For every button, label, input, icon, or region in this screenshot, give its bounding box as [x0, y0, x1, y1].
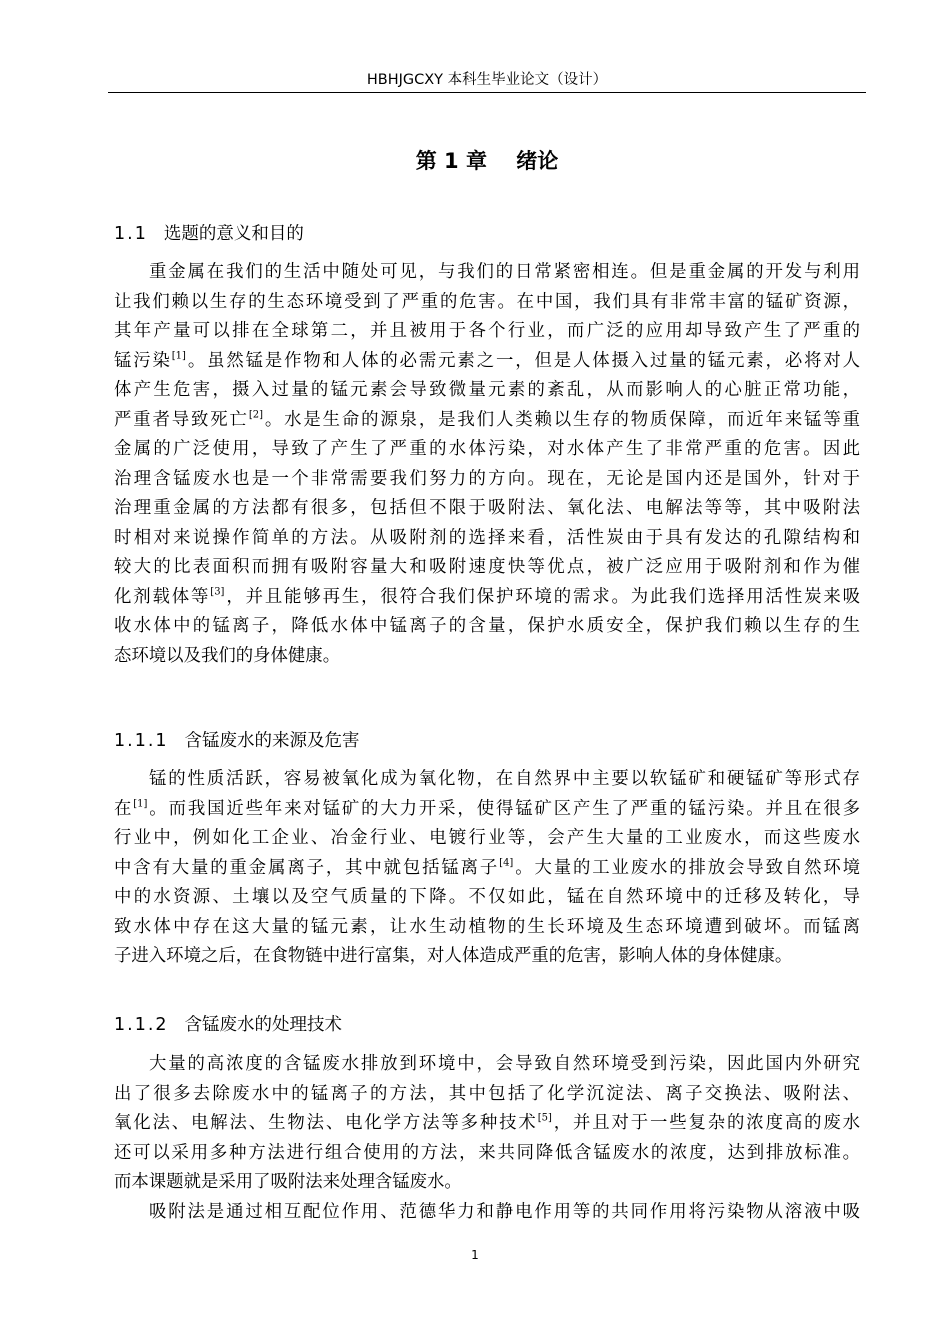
paragraph-line: 金属的广泛使用，导致了产生了严重的水体污染，对水体产生了非常严重的危害。因此: [114, 439, 860, 459]
section-number: 1.1: [114, 224, 148, 244]
paragraph-line: 锰的性质活跃，容易被氧化成为氧化物，在自然界中主要以软锰矿和硬锰矿等形式存: [149, 769, 860, 789]
paragraph-line: 态环境以及我们的身体健康。: [114, 645, 341, 666]
paragraph-line: 治理重金属的方法都有很多，包括但不限于吸附法、氧化法、电解法等等，其中吸附法: [114, 498, 860, 518]
paragraph-line: 体产生危害，摄入过量的锰元素会导致微量元素的紊乱，从而影响人的心脏正常功能，: [114, 380, 860, 400]
paragraph-line: 行业中，例如化工企业、冶金行业、电镀行业等，会产生大量的工业废水，而这些废水: [114, 828, 860, 848]
header-rule: [108, 92, 866, 93]
paragraph-line: 在[1]。而我国近些年来对锰矿的大力开采，使得锰矿区产生了严重的锰污染。并且在很多: [114, 798, 860, 819]
paragraph-line: 大量的高浓度的含锰废水排放到环境中，会导致自然环境受到污染，因此国内外研究: [149, 1054, 860, 1074]
section-heading-1-1-2: [114, 1012, 342, 1038]
section-heading-1-1: [114, 221, 304, 247]
paragraph-line: 还可以采用多种方法进行组合使用的方法，来共同降低含锰废水的浓度，达到排放标准。: [114, 1142, 860, 1163]
paragraph-line: 重金属在我们的生活中随处可见，与我们的日常紧密相连。但是重金属的开发与利用: [149, 262, 860, 282]
paragraph-line: 严重者导致死亡[2]。水是生命的源泉，是我们人类赖以生存的物质保障，而近年来锰等重: [114, 409, 860, 430]
paragraph-line: 出了很多去除废水中的锰离子的方法，其中包括了化学沉淀法、离子交换法、吸附法、: [114, 1083, 860, 1104]
citation-ref: [4]: [499, 857, 514, 868]
paragraph-line: 治理含锰废水也是一个非常需要我们努力的方向。现在，无论是国内还是国外，针对于: [114, 468, 860, 489]
citation-ref: [1]: [133, 798, 148, 809]
paragraph-line: 子进入环境之后，在食物链中进行富集，对人体造成严重的危害，影响人体的身体健康。: [114, 946, 793, 966]
paragraph-2: [114, 765, 860, 972]
citation-ref: [5]: [537, 1112, 552, 1124]
paragraph-line: 较大的比表面积而拥有吸附容量大和吸附速度快等优点，被广泛应用于吸附剂和作为催: [114, 557, 860, 577]
section-number: 1.1.1: [114, 731, 169, 751]
paragraph-line: 让我们赖以生存的生态环境受到了严重的危害。在中国，我们具有非常丰富的锰矿资源，: [114, 291, 860, 312]
paragraph-line: 化剂载体等[3]，并且能够再生，很符合我们保护环境的需求。为此我们选择用活性炭来吸: [114, 586, 860, 607]
paragraph-line: 致水体中存在这大量的锰元素，让水生动植物的生长环境及生态环境遭到破坏。而锰离: [114, 916, 860, 937]
chapter-title: 第 1 章 绪论: [415, 149, 559, 173]
paragraph-line: 而本课题就是采用了吸附法来处理含锰废水。: [114, 1172, 462, 1192]
citation-ref: [1]: [171, 350, 186, 361]
section-heading-1-1-1: [114, 728, 360, 754]
paragraph-3: [114, 1050, 860, 1198]
section-title: 选题的意义和目的: [163, 224, 304, 244]
paragraph-line: 中含有大量的重金属离子，其中就包括锰离子[4]。大量的工业废水的排放会导致自然环境: [114, 857, 860, 878]
paragraph-line: 氧化法、电解法、生物法、电化学方法等多种技术[5]，并且对于一些复杂的浓度高的废水: [114, 1112, 860, 1133]
page-number: 1: [471, 1248, 479, 1262]
citation-ref: [3]: [210, 586, 225, 597]
paragraph-4: [114, 1198, 860, 1228]
running-header: HBHJGCXY 本科生毕业论文（设计）: [366, 72, 608, 88]
paragraph-line: 吸附法是通过相互配位作用、范德华力和静电作用等的共同作用将污染物从溶液中吸: [149, 1202, 860, 1222]
paragraph-line: 时相对来说操作简单的方法。从吸附剂的选择来看，活性炭由于具有发达的孔隙结构和: [114, 527, 860, 548]
section-title: 含锰废水的处理技术: [184, 1015, 343, 1035]
section-title: 含锰废水的来源及危害: [184, 731, 360, 751]
paragraph-line: 中的水资源、土壤以及空气质量的下降。不仅如此，锰在自然环境中的迁移及转化，导: [114, 887, 860, 907]
citation-ref: [2]: [248, 409, 263, 420]
paragraph-line: 锰污染[1]。虽然锰是作物和人体的必需元素之一，但是人体摄入过量的锰元素，必将对人: [114, 350, 860, 371]
paragraph-line: 其年产量可以排在全球第二，并且被用于各个行业，而广泛的应用却导致产生了严重的: [114, 321, 860, 341]
paragraph-1: [114, 258, 860, 671]
section-number: 1.1.2: [114, 1015, 169, 1035]
paragraph-line: 收水体中的锰离子，降低水体中锰离子的含量，保护水质安全，保护我们赖以生存的生: [114, 616, 860, 636]
